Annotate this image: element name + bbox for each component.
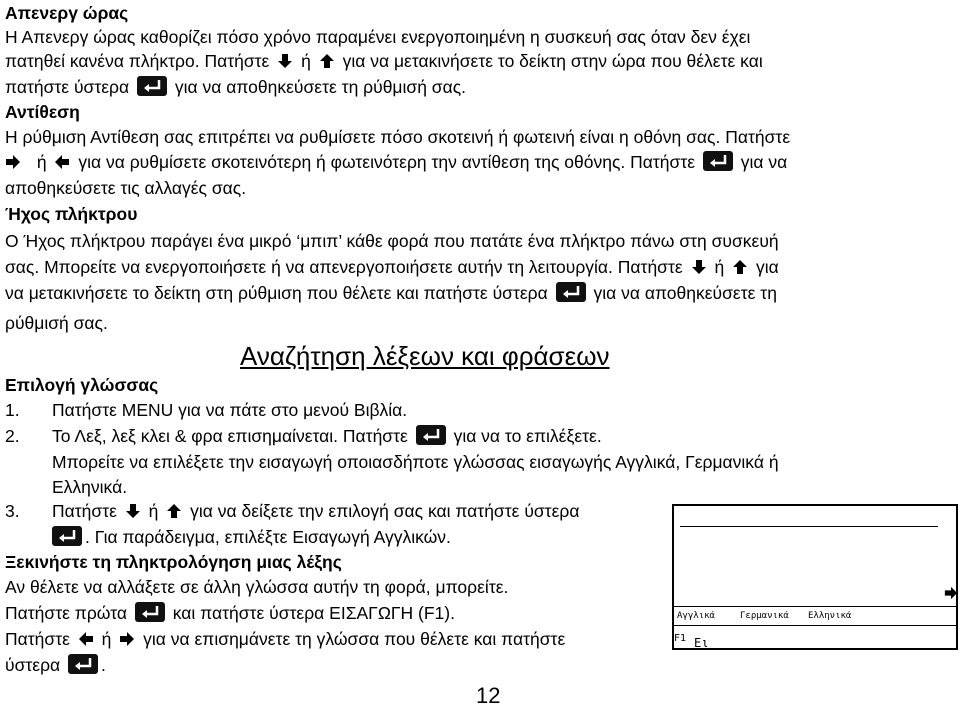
enter-key-icon [137,76,167,96]
keysound-text: να μετακινήσετε το δείκτη στη ρύθμιση που θέλετε και πατήστε ύστερα για να αποθηκεύσετε τη [5,283,777,303]
step-text: Πατήστε ή για να δείξετε την επιλογή σας και πατήστε ύστερα [52,501,580,521]
page-title: Αναζήτηση λέξεων και φράσεων [240,341,610,371]
arrow-up-icon [732,259,748,275]
step-text: Το Λεξ, λεξ κλει & φρα επισημαίνεται. Πατήστε για να το επιλέξετε. [52,426,602,446]
contrast-text: αποθηκεύσετε τις αλλαγές σας. [5,178,247,198]
step-number: 3. [5,501,20,521]
keysound-text: Ο Ήχος πλήκτρου παράγει ένα μικρό ‘μπιπ’ κάθε φορά που πατάτε ένα πλήκτρο πάνω στη συσκευή [5,231,779,251]
contrast-text: ή για να ρυθμίσετε σκοτεινότερη ή φωτεινότερη την αντίθεση της οθόνης. Πατήστε για να [5,151,787,173]
language-tabs [674,606,956,626]
step-text: . Για παράδειγμα, επιλέξτε Εισαγωγή Αγγλικών. [52,526,451,548]
arrow-left-icon [54,154,70,170]
arrow-left-icon [78,631,94,647]
typing-text: Πατήστε ή για να επισημάνετε τη γλώσσα που θέλετε και πατήστε [5,629,566,649]
sleep-heading: Απενεργ ώρας [5,3,129,23]
page-number: 12 [476,683,501,708]
keysound-text: σας. Μπορείτε να ενεργοποιήσετε ή να απενεργοποιήσετε αυτήν τη λειτουργία. Πατήστε ή για [5,257,779,277]
arrow-down-icon [277,53,293,69]
typing-text: ύστερα . [5,655,106,675]
arrow-right-icon [944,586,958,600]
typing-heading: Ξεκινήστε τη πληκτρολόγηση μιας λέξης [5,552,342,572]
tab-greek: Ελληνικά [808,611,852,621]
device-screen [672,504,958,650]
tab-german: Γερμανικά [740,611,789,621]
arrow-up-icon [166,503,182,519]
arrow-down-icon [125,503,141,519]
keysound-text: ρύθμισή σας. [5,313,108,333]
enter-key-icon [416,425,446,445]
enter-key-icon [703,151,733,171]
tab-english: Αγγλικά [677,611,715,621]
enter-key-icon [52,526,82,546]
typing-text: Αν θέλετε να αλλάξετε σε άλλη γλώσσα αυτήν τη φορά, μπορείτε. [5,577,509,597]
step-number: 2. [5,426,20,446]
step-number: 1. [5,400,20,420]
enter-key-icon [68,654,98,674]
typing-text: Πατήστε πρώτα και πατήστε ύστερα ΕΙΣΑΓΩΓΗ (F1). [5,603,455,623]
language-heading: Επιλογή γλώσσας [5,375,159,395]
arrow-right-icon [119,631,135,647]
step-text: Μπορείτε να επιλέξετε την εισαγωγή οποιασδήποτε γλώσσας εισαγωγής Αγγλικά, Γερμανικά ή [52,452,779,472]
enter-key-icon [135,602,165,622]
input-text: Ει [694,636,709,650]
step-text: Ελληνικά. [52,477,128,497]
keysound-heading: Ήχος πλήκτρου [5,204,138,224]
arrow-up-icon [319,53,335,69]
sleep-text: πατήστε ύστερα για να αποθηκεύσετε τη ρύθμισή σας. [5,77,467,97]
step-text: Πατήστε MENU για να πάτε στο μενού Βιβλία. [52,400,408,420]
f1-label: F1 [674,633,687,644]
enter-key-icon [556,282,586,302]
sleep-text: πατηθεί κανένα πλήκτρο. Πατήστε ή για να μετακινήσετε το δείκτη στην ώρα που θέλετε και [5,51,763,71]
contrast-text: Η ρύθμιση Αντίθεση σας επιτρέπει να ρυθμίσετε πόσο σκοτεινή ή φωτεινή είναι η οθόνη σας. Πατήστε [5,127,791,147]
divider [680,526,938,527]
arrow-right-icon [5,154,21,170]
sleep-text: Η Απενεργ ώρας καθορίζει πόσο χρόνο παραμένει ενεργοποιημένη η συσκευή σας όταν δεν έχει [5,27,751,47]
contrast-heading: Αντίθεση [5,102,80,122]
arrow-down-icon [691,259,707,275]
